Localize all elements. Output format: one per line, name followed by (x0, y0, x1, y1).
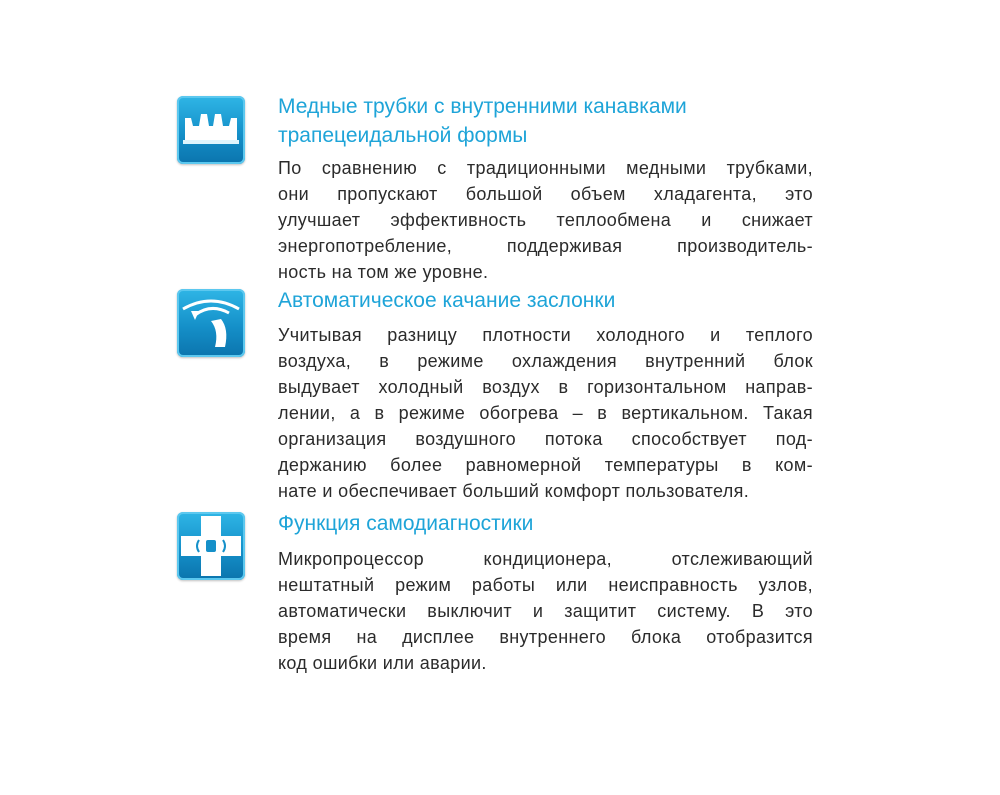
self-diagnosis-cross-icon (177, 512, 245, 580)
text-line: они пропускают большой объем хладагента, это (278, 184, 813, 204)
text-line: организация воздушного потока способствует под- (278, 429, 813, 449)
text-line: улучшает эффективность теплообмена и снижает (278, 210, 813, 230)
text-line: энергопотребление, поддерживая производитель- (278, 236, 813, 256)
feature-title (278, 509, 818, 538)
text-line: воздуха, в режиме охлаждения внутренний блок (278, 351, 813, 371)
text-line: держанию более равномерной температуры в ком- (278, 455, 813, 475)
title-line: Медные трубки с внутренними канавками (278, 95, 687, 118)
feature-description (278, 322, 813, 504)
title-line: Функция самодиагностики (278, 512, 534, 535)
feature-title (278, 92, 818, 150)
feature-description (278, 546, 813, 676)
text-line: Учитывая разницу плотности холодного и теплого (278, 325, 813, 345)
text-line: нештатный режим работы или неисправность узлов, (278, 575, 813, 595)
text-line: ность на том же уровне. (278, 262, 489, 282)
text-line: автоматически выключит и защитит систему. В это (278, 601, 813, 621)
text-line: нате и обеспечивает больший комфорт пользователя. (278, 481, 750, 501)
text-line: выдувает холодный воздух в горизонтальном направ- (278, 377, 813, 397)
text-line: код ошибки или аварии. (278, 653, 487, 673)
text-line: Микропроцессор кондиционера, отслеживающий (278, 549, 813, 569)
grooved-tube-icon (177, 96, 245, 164)
title-line: трапецеидальной формы (278, 124, 528, 147)
feature-title (278, 286, 818, 315)
title-line: Автоматическое качание заслонки (278, 289, 616, 312)
text-line: По сравнению с традиционными медными трубками, (278, 158, 813, 178)
text-line: время на дисплее внутреннего блока отобразится (278, 627, 813, 647)
swing-louver-icon (177, 289, 245, 357)
feature-description (278, 155, 813, 285)
text-line: лении, а в режиме обогрева – в вертикальном. Такая (278, 403, 813, 423)
